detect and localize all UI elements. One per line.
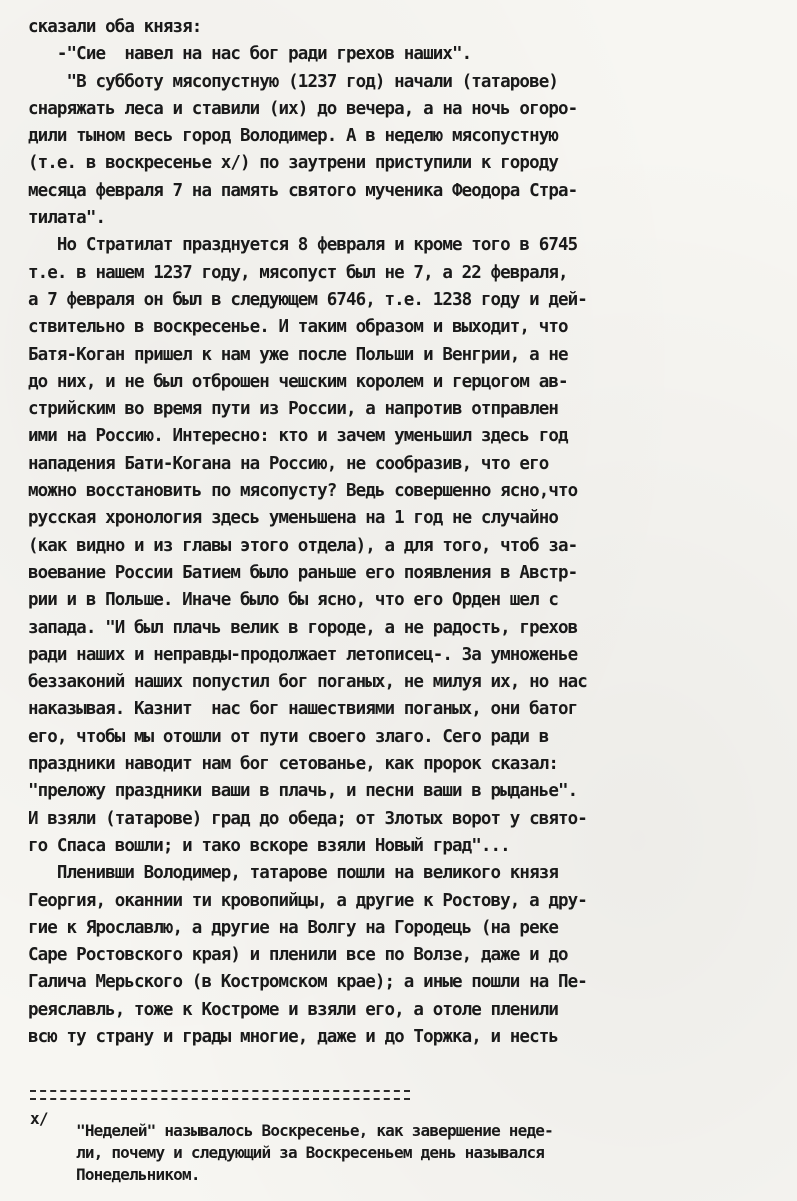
footnote-line: "Неделей" называлось Воскресенье, как завершение неде- <box>76 1121 553 1140</box>
text-line: (т.е. в воскресенье x/) по заутрени приступили к городу <box>28 153 558 174</box>
footnote-line: ли, почему и следующий за Воскресеньем день назывался <box>76 1143 545 1162</box>
text-line: Георгия, оканнии ти кровопийцы, а другие к Ростову, а дру- <box>28 890 587 911</box>
text-line: И взяли (татарове) град до обеда; от Злотых ворот у свято- <box>28 808 587 829</box>
footnote-text <box>76 1120 796 1186</box>
text-line: -"Сие навел на нас бог ради грехов наших". <box>28 44 472 65</box>
text-line: снаряжать леса и ставили (их) до вечера, а на ночь огоро- <box>28 98 578 119</box>
text-line: Пленивши Володимер, татарове пошли на великого князя <box>28 863 558 884</box>
text-line: запада. "И был плачь велик в городе, а не радость, грехов <box>28 617 578 638</box>
text-line: нападения Бати-Когана на Россию, не сообразив, что его <box>28 453 549 474</box>
text-line: го Спаса вошли; и тако вскоре взяли Новый град"... <box>28 835 510 856</box>
text-line: т.е. в нашем 1237 году, мясопуст был не 7, а 22 февраля, <box>28 262 568 283</box>
text-line: "В субботу мясопустную (1237 год) начали (татарове) <box>28 71 558 92</box>
text-line: сказали оба князя: <box>28 17 202 37</box>
text-line: до них, и не был отброшен чешским королем и герцогом ав- <box>28 371 568 392</box>
text-line: Галича Мерьского (в Костромском крае); а иные пошли на Пе- <box>28 972 587 993</box>
text-line: ствительно в воскресенье. И таким образом и выходит, что <box>28 317 568 338</box>
text-line: (как видно и из главы этого отдела), а для того, чтоб за- <box>28 535 578 556</box>
typed-text-body <box>28 14 788 1051</box>
text-line: наказывая. Казнит нас бог нашествиями поганых, они батог <box>28 699 578 720</box>
text-line: воевание России Батием было раньше его появления в Австр- <box>28 562 578 583</box>
text-line: рии и в Польше. Иначе было бы ясно, что его Орден шел с <box>28 590 558 611</box>
text-line: тилата". <box>28 208 106 229</box>
text-line: "преложу праздники ваши в плачь, и песни ваши в рыданье". <box>28 781 578 802</box>
text-line: месяца февраля 7 на память святого мученика Феодора Стра- <box>28 180 578 201</box>
text-line: Но Стратилат празднуется 8 февраля и кроме того в 6745 <box>28 235 578 256</box>
text-line: русская хронология здесь уменьшена на 1 год не случайно <box>28 508 558 529</box>
text-line: Батя-Коган пришел к нам уже после Польши и Венгрии, а не <box>28 344 568 365</box>
text-line: а 7 февраля он был в следующем 6746, т.е. 1238 году и дей- <box>28 289 587 310</box>
footnote-separator <box>30 1090 410 1100</box>
text-line: Саре Ростовского края) и пленили все по Волзе, даже и до <box>28 945 568 966</box>
text-line: праздники наводит нам бог сетованье, как пророк сказал: <box>28 754 558 775</box>
text-line: ради наших и неправды-продолжает летописец-. За умноженье <box>28 644 578 665</box>
footnote-line: Понедельником. <box>76 1165 200 1184</box>
text-line: гие к Ярославлю, а другие на Волгу на Городець (на реке <box>28 917 558 938</box>
text-line: стрийским во время пути из России, а напротив отправлен <box>28 399 558 420</box>
text-line: ими на Россию. Интересно: кто и зачем уменьшил здесь год <box>28 426 568 447</box>
text-line: беззаконий наших попустил бог поганых, не милуя их, но нас <box>28 672 587 693</box>
footnote-marker: x/ <box>30 1109 48 1128</box>
text-line: дили тыном весь город Володимер. А в неделю мясопустную <box>28 126 558 147</box>
text-line: его, чтобы мы отошли от пути своего злаго. Сего ради в <box>28 726 549 747</box>
text-line: можно восстановить по мясопусту? Ведь совершенно ясно,что <box>28 481 578 502</box>
text-line: реяславль, тоже к Костроме и взяли его, а отоле пленили <box>28 999 558 1020</box>
text-line: всю ту страну и грады многие, даже и до Торжка, и несть <box>28 1026 558 1047</box>
